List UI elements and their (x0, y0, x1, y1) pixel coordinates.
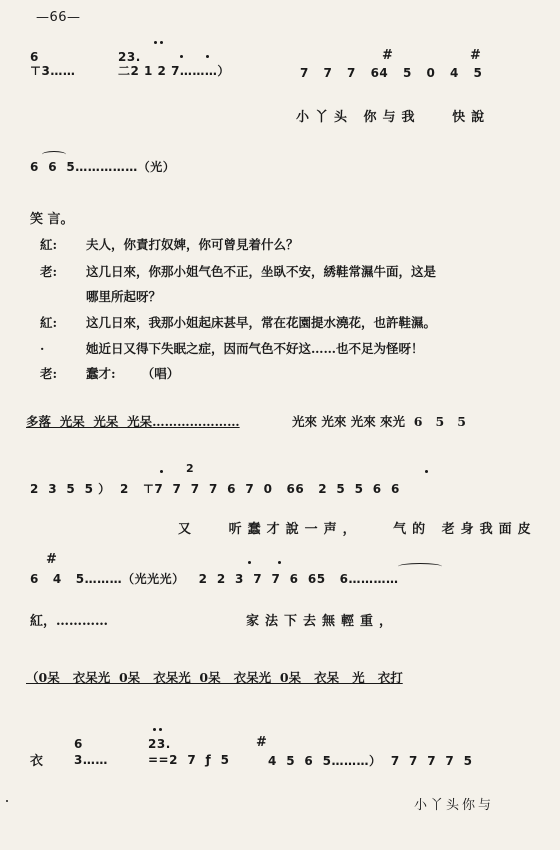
speaker: 紅: (40, 237, 58, 252)
dialogue-text: 这几日來，你那小姐气色不正，坐臥不安，綉鞋常濕牛面，这是 (86, 264, 437, 279)
margin-mark (6, 800, 8, 802)
row1-sharp-1: # (382, 48, 394, 63)
dialogue-line-5 (40, 339, 424, 357)
accent-dot (160, 470, 163, 473)
row5-notes-c: 4 5 6 5………） 7 7 7 7 5 (268, 754, 473, 768)
accent-dot (180, 55, 183, 58)
row1-notes-mid: 23. 二2 1 2 7………） (118, 50, 230, 78)
dialogue-line-3 (40, 287, 161, 305)
accent-dot (278, 561, 281, 564)
row4-lyric-left: 紅，………… (30, 614, 109, 629)
accent-dot (248, 561, 251, 564)
dialogue-line-2 (40, 262, 436, 280)
page-number: —66— (36, 10, 81, 25)
row5-notes-b: 23. ==2 7 ƒ 5 (148, 737, 230, 767)
percussion-row-1-right: 光來 光來 光來 來光 6 5 5 (292, 414, 466, 429)
dialogue-text: 哪里所起呀？ (86, 289, 162, 304)
row5-lyric: 小丫头你与 (414, 798, 495, 813)
accent-dot (425, 470, 428, 473)
accent-dot (153, 728, 156, 731)
row3-small-note: 2 (186, 462, 195, 475)
row5-notes-a: 6 3…… (74, 737, 108, 767)
dialogue-line-1 (40, 235, 299, 253)
speaker: · (40, 341, 45, 356)
row1-sharp-2: # (470, 48, 482, 63)
row2-notes: 6 6 5……………（光） (30, 160, 176, 174)
dialogue-text: 夫人，你責打奴婢，你可曾見着什么？ (86, 237, 299, 252)
percussion-row-2: （0呆 衣呆光 0呆 衣呆光 0呆 衣呆光 0呆 衣呆 光 衣打 (26, 670, 403, 685)
row3-lyric: 又 听蠢才說一声， 气的 老身我面皮 (178, 522, 537, 537)
row4-notes: 6 4 5………（光光光） 2 2 3 7 7 6 65 6………… (30, 572, 399, 586)
slur (398, 563, 442, 570)
row3-notes: 2 3 5 5 ） 2 ⊤7 7 7 7 6 7 0 66 2 5 5 6 6 (30, 482, 400, 496)
speaker: 紅: (40, 315, 58, 330)
percussion-row-1-left: 多落 光呆 光呆 光呆………………… (26, 414, 240, 429)
dialogue-line-4 (40, 313, 436, 331)
accent-dot (160, 41, 163, 44)
speaker: 老: (40, 264, 58, 279)
stage-direction: 笑 言。 (30, 212, 74, 227)
speaker: 老: (40, 366, 58, 381)
row5-sharp: # (256, 735, 268, 750)
row4-lyric-right: 家法下去無輕重， (246, 614, 399, 629)
row1-lyric: 小丫头 你与我 快說 (296, 110, 491, 125)
row1-notes-left: 6 ⊤3…… (30, 50, 76, 78)
dialogue-text: 蠢才: （唱） (86, 366, 180, 381)
row1-notes-right: 7 7 7 64 5 0 4 5 (300, 66, 483, 80)
accent-dot (206, 55, 209, 58)
row5-left: 衣 (30, 754, 44, 769)
row4-sharp: # (46, 552, 58, 567)
accent-dot (154, 41, 157, 44)
accent-dot (159, 728, 162, 731)
dialogue-line-6 (40, 364, 179, 382)
dialogue-text: 这几日來，我那小姐起床甚早，常在花園提水澆花，也許鞋濕。 (86, 315, 437, 330)
dialogue-text: 她近日又得下失眠之症，因而气色不好这……也不足为怪呀！ (86, 341, 424, 356)
slur (42, 151, 66, 158)
